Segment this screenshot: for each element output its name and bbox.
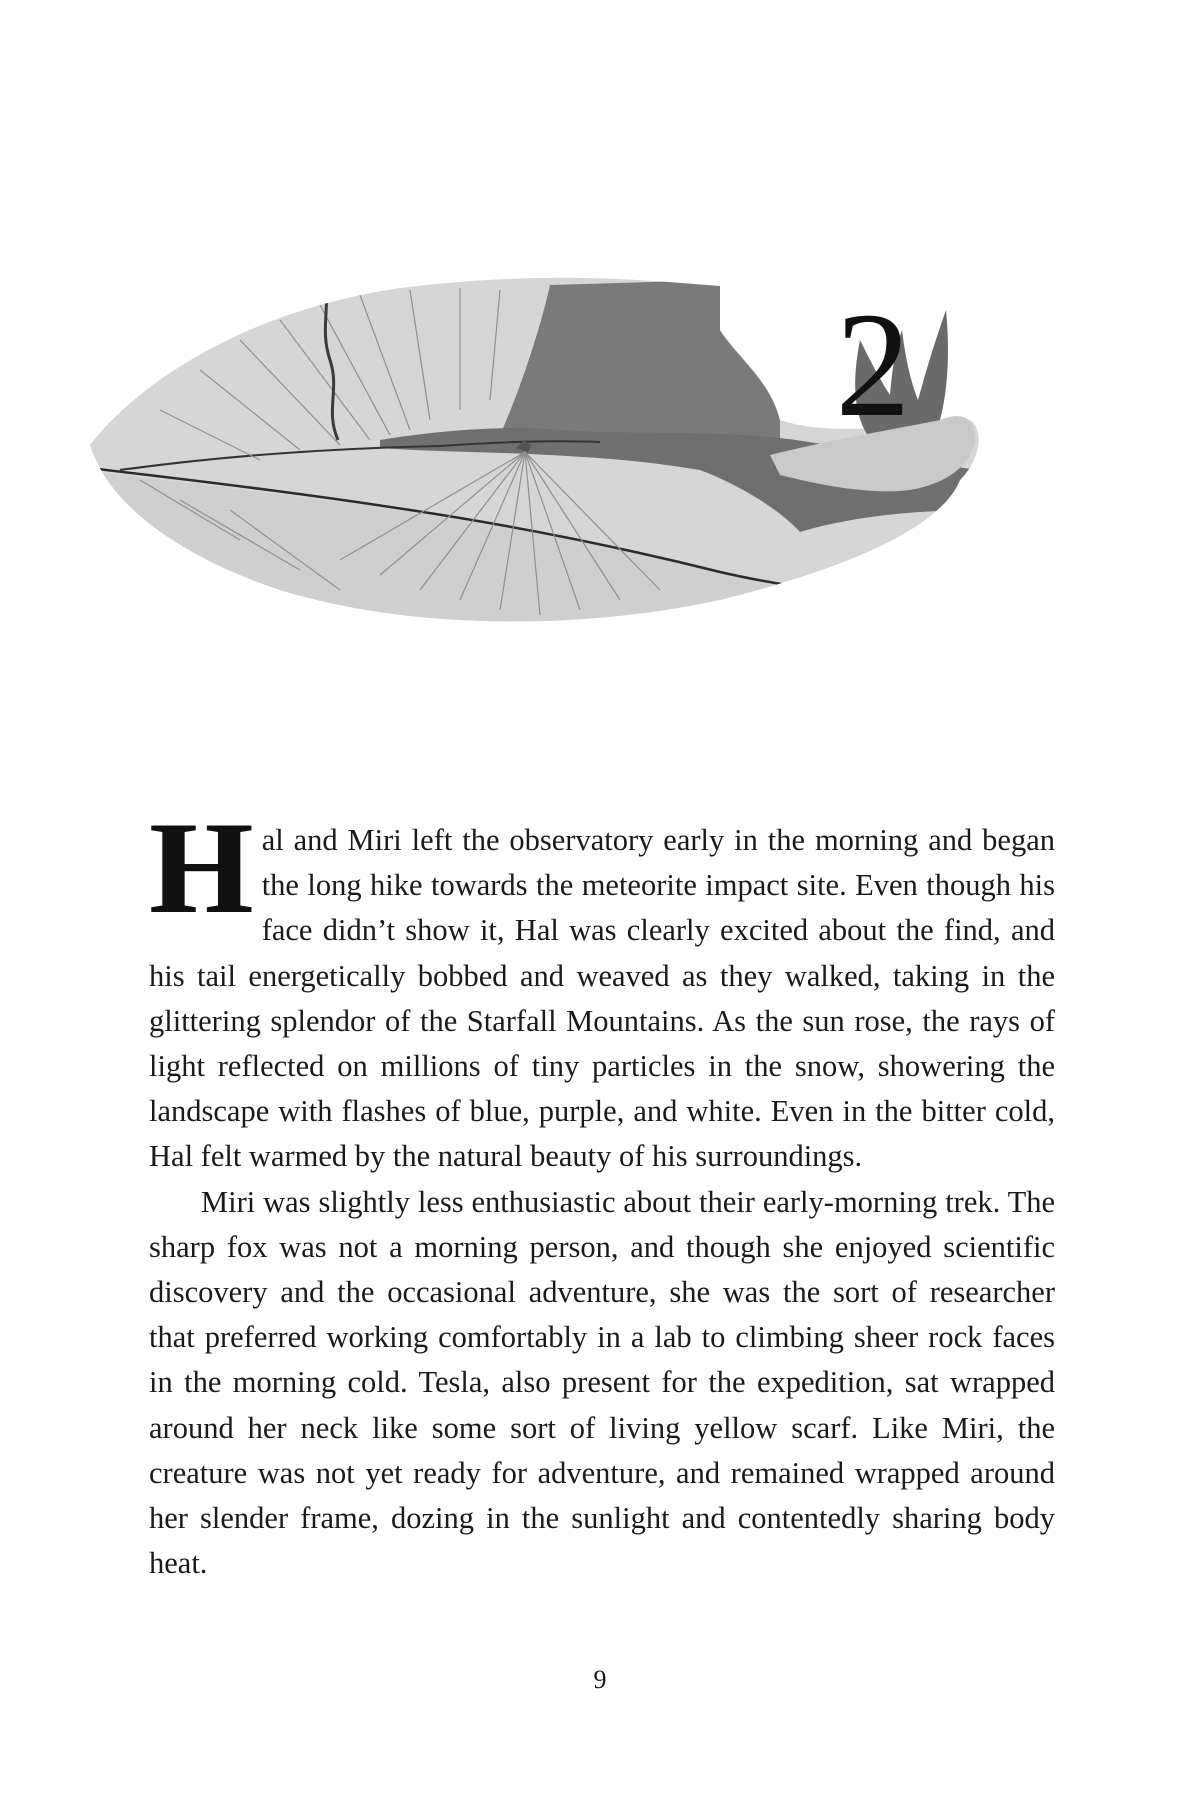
chapter-illustration — [80, 270, 1120, 690]
page-number: 9 — [593, 1665, 607, 1694]
paragraph-1-text: al and Miri left the observatory early in the morning and began the long hike towards the meteorite impact site. Even though his face didn’t show it, Hal was clearly excited about the find, and his tail energetically bobbed and weaved as they walked, taking in the glittering splendor of the Starfall Mountains. As the sun rose, the rays of light reflected on millions of tiny particles in the snow, showering the landscape with flashes of blue, purple, and white. Even in the bitter cold, Hal felt warmed by the natural beauty of his surroundings. — [149, 823, 1055, 1174]
paragraph-2: Miri was slightly less enthusiastic about their early-morning trek. The sharp fox was not a morning person, and though she enjoyed scientific discovery and the occasional adventure, she was the sort of researcher that preferred working comfortably in a lab to climbing sheer rock faces in the morning cold. Tesla, also present for the expedition, sat wrapped around her neck like some sort of living yellow scarf. Like Miri, the creature was not yet ready for adventure, and remained wrapped around her slender frame, dozing in the sunlight and contentedly sharing body heat. — [149, 1184, 1055, 1581]
paragraph-1 — [149, 794, 1055, 1180]
chapter-body — [149, 794, 1055, 1586]
drop-cap: H — [149, 794, 252, 941]
chapter-number: 2 — [835, 282, 911, 448]
